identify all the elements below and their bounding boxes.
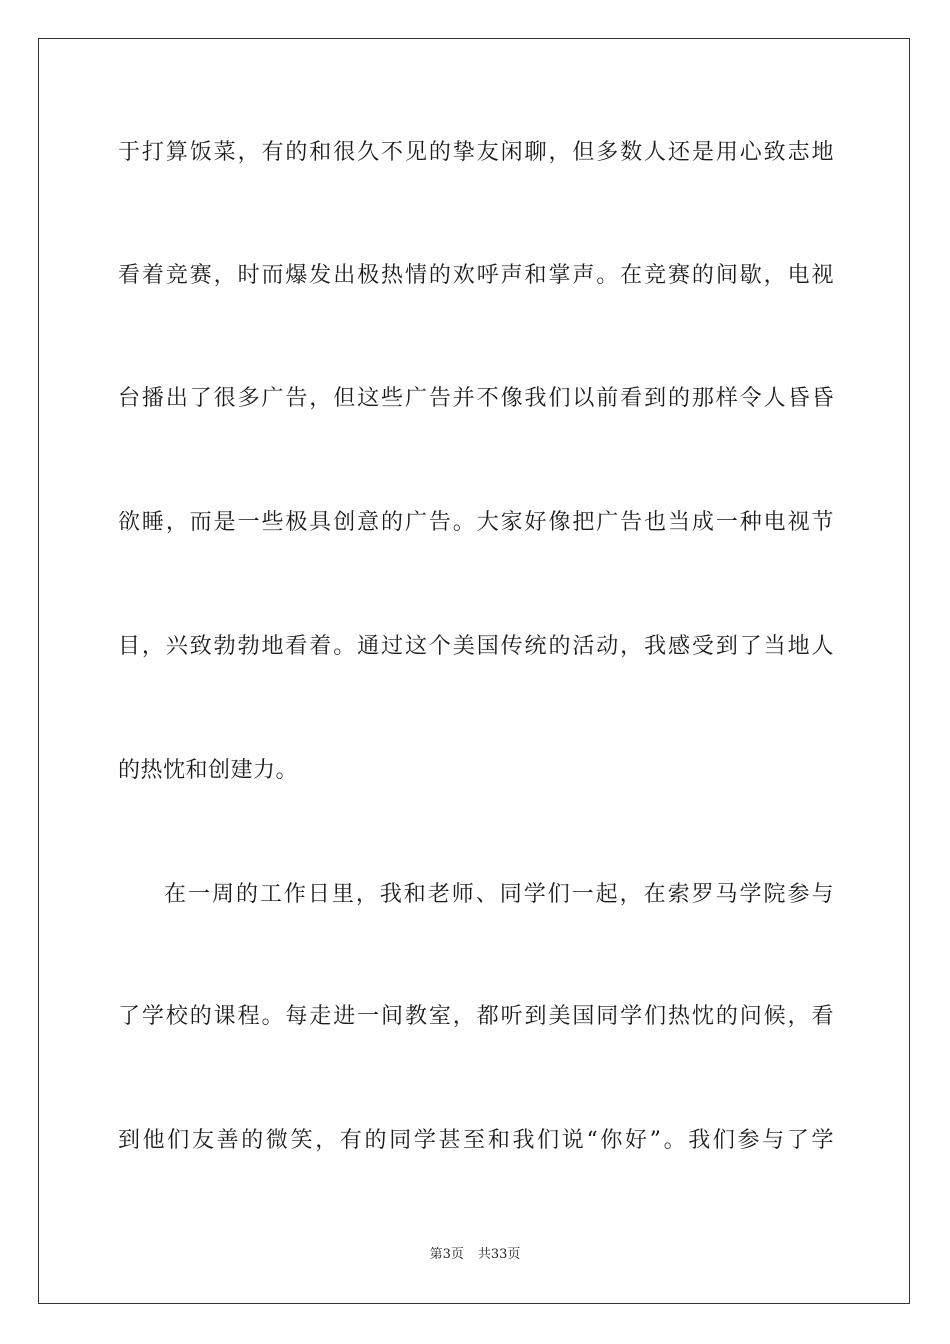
paragraph-first-line: 在一周的工作日里，我和老师、同学们一起，在索罗马学院参与 bbox=[164, 882, 834, 907]
page-border bbox=[38, 38, 910, 1304]
body-text-line: 台播出了很多广告，但这些广告并不像我们以前看到的那样令人昏昏 bbox=[118, 386, 834, 411]
body-text-line: 到他们友善的微笑，有的同学甚至和我们说“你好”。我们参与了学 bbox=[118, 1128, 834, 1153]
current-page-number: 第3页 bbox=[429, 1247, 464, 1262]
body-text-line: 看着竞赛，时而爆发出极热情的欢呼声和掌声。在竞赛的间歇，电视 bbox=[118, 263, 834, 288]
total-page-count: 共33页 bbox=[477, 1247, 521, 1262]
body-text-line: 欲睡，而是一些极具创意的广告。大家好像把广告也当成一种电视节 bbox=[118, 510, 834, 535]
body-text-line: 于打算饭菜，有的和很久不见的挚友闲聊，但多数人还是用心致志地 bbox=[118, 140, 834, 165]
page-footer bbox=[0, 1246, 950, 1264]
body-text-line: 目，兴致勃勃地看着。通过这个美国传统的活动，我感受到了当地人 bbox=[118, 634, 834, 659]
body-text-line: 了学校的课程。每走进一间教室，都听到美国同学们热忱的问候，看 bbox=[118, 1004, 834, 1029]
body-text-line: 的热忱和创建力。 bbox=[118, 758, 299, 783]
